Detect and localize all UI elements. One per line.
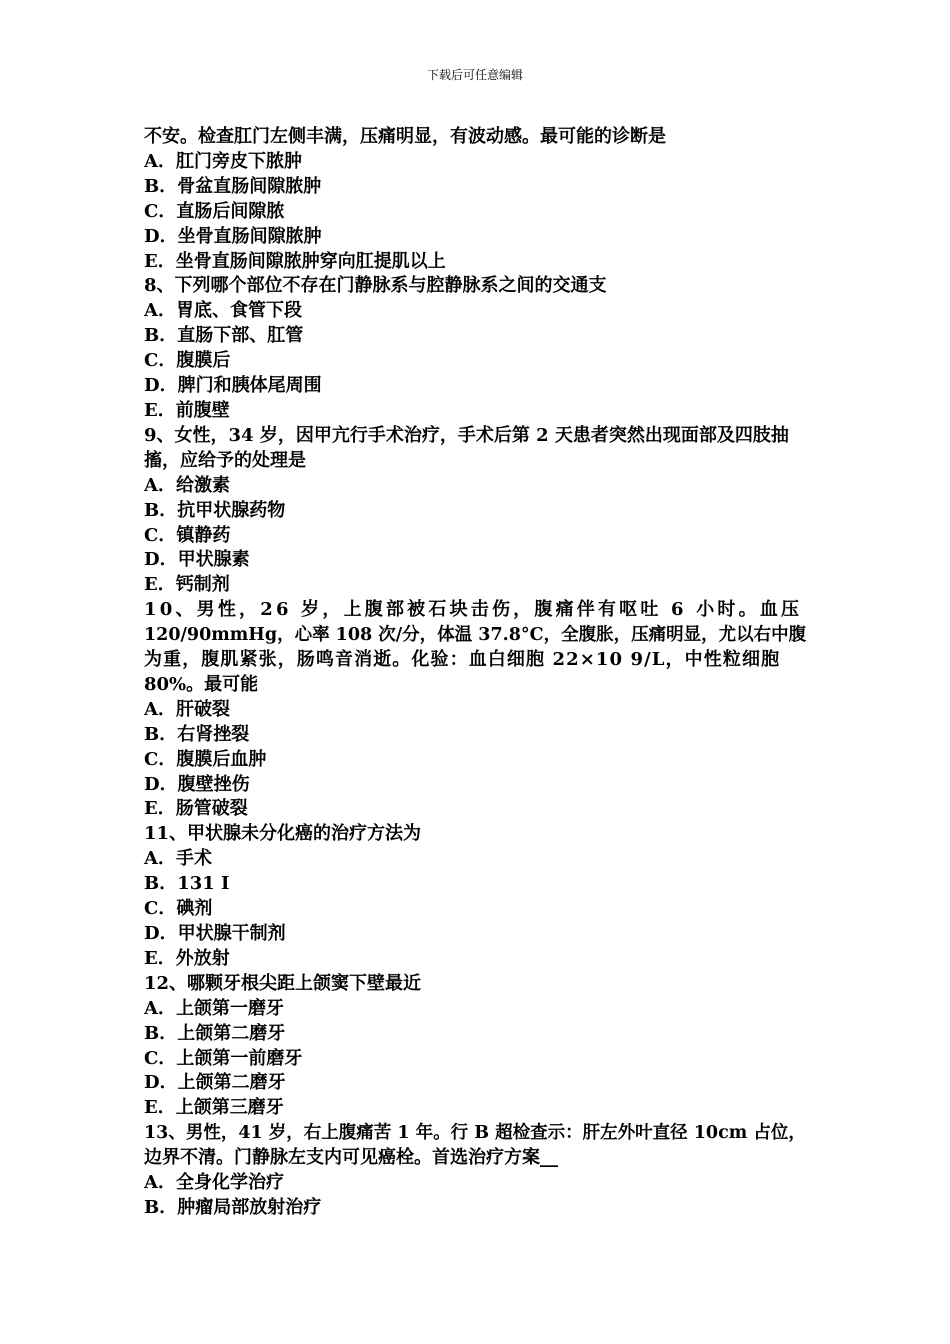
option-b: B．131 I: [144, 873, 230, 895]
option-b: B．直肠下部、肛管: [144, 325, 304, 347]
question-10-line-3: 为重，腹肌紧张，肠鸣音消逝。化验：血白细胞 22×10 9/L，中性粒细胞: [144, 649, 781, 671]
option-e: E．前腹壁: [144, 399, 230, 421]
page-header: 下载后可任意编辑: [426, 68, 523, 82]
question-13-line-1: 13、男性，41 岁，右上腹痛苦 1 年。行 B 超检查示：肝左外叶直径 10cm 占位，: [144, 1123, 806, 1144]
option-d: D．脾门和胰体尾周围: [144, 375, 322, 397]
option-d: D．上颌第二磨牙: [144, 1072, 286, 1094]
option-c: C．镇静药: [144, 524, 231, 546]
option-e: E．坐骨直肠间隙脓肿穿向肛提肌以上: [144, 250, 446, 272]
option-d: D．甲状腺干制剂: [144, 923, 286, 944]
option-c: C．上颌第一前磨牙: [144, 1047, 303, 1069]
option-b: B．抗甲状腺药物: [144, 499, 286, 521]
option-d: D．腹壁挫伤: [144, 773, 250, 795]
option-a: A．手术: [144, 848, 212, 870]
question-10-line-1: 10、男性，26 岁，上腹部被石块击伤，腹痛伴有呕吐 6 小时。血压: [144, 599, 803, 621]
question-9-line-1: 9、女性，34 岁，因甲亢行手术治疗，手术后第 2 天患者突然出现面部及四肢抽: [144, 424, 789, 446]
option-d: D．坐骨直肠间隙脓肿: [144, 225, 322, 247]
option-a: A．肛门旁皮下脓肿: [144, 150, 302, 172]
option-c: C．腹膜后血肿: [144, 748, 267, 770]
question-10-line-2: 120/90mmHg，心率 108 次/分，体温 37.8°C，全腹胀，压痛明显，尤以右中腹: [144, 625, 807, 646]
option-b: B．骨盆直肠间隙脓肿: [144, 175, 322, 197]
question-12: 12、哪颗牙根尖距上颌窦下壁最近: [144, 972, 422, 994]
option-b: B．上颌第二磨牙: [144, 1022, 286, 1044]
option-e: E．肠管破裂: [144, 798, 248, 820]
option-b: B．右肾挫裂: [144, 723, 250, 745]
option-d: D．甲状腺素: [144, 549, 250, 571]
question-11: 11、甲状腺未分化癌的治疗方法为: [144, 823, 422, 845]
option-a: A．上颌第一磨牙: [144, 997, 284, 1019]
option-a: A．胃底、食管下段: [144, 300, 302, 322]
option-e: E．外放射: [144, 947, 230, 969]
question-8: 8、下列哪个部位不存在门静脉系与腔静脉系之间的交通支: [144, 275, 607, 297]
option-b: B．肿瘤局部放射治疗: [144, 1196, 322, 1218]
question-7-stem-continued: 不安。检查肛门左侧丰满，压痛明显，有波动感。最可能的诊断是: [144, 126, 666, 147]
option-c: C．腹膜后: [144, 350, 231, 372]
option-e: E．钙制剂: [144, 574, 230, 596]
question-10-line-4: 80%。最可能: [144, 673, 259, 695]
option-c: C．直肠后间隙脓: [144, 200, 285, 222]
document-body: [144, 125, 808, 1221]
option-e: E．上颌第三磨牙: [144, 1097, 284, 1119]
option-a: A．全身化学治疗: [144, 1172, 284, 1194]
question-9-line-2: 搐，应给予的处理是: [144, 449, 306, 471]
option-a: A．肝破裂: [144, 698, 230, 720]
option-c: C．碘剂: [144, 898, 213, 920]
question-13-line-2: 边界不清。门静脉左支内可见癌栓。首选治疗方案__: [144, 1147, 558, 1169]
option-a: A．给激素: [144, 474, 230, 496]
